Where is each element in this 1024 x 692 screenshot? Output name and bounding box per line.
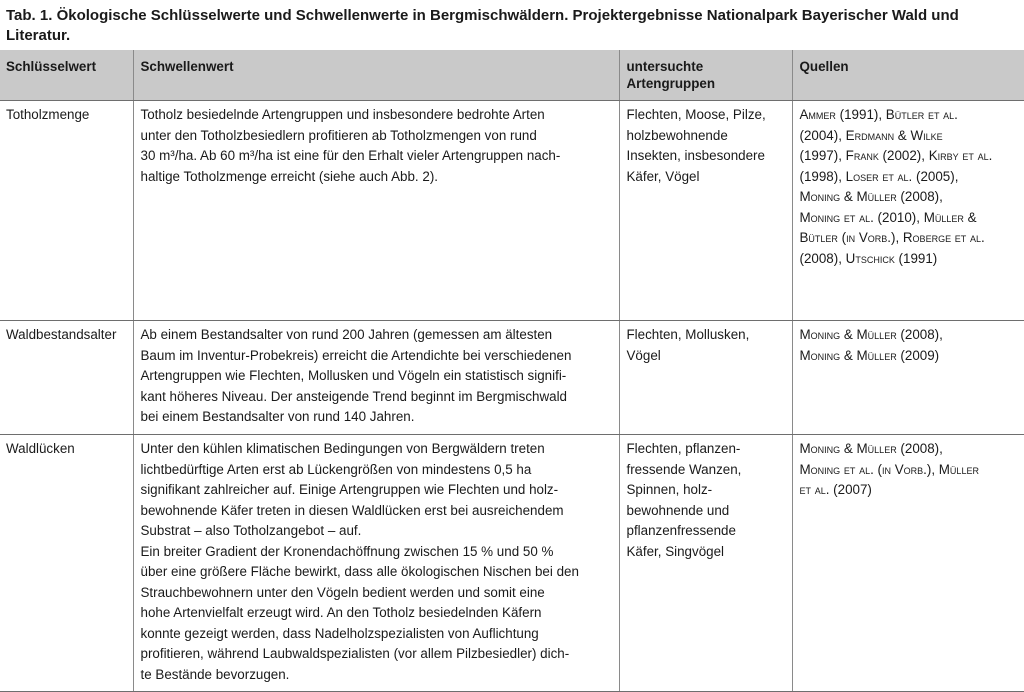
header-key: Schlüsselwert xyxy=(0,50,133,101)
header-row xyxy=(0,50,1024,101)
thresholds-table xyxy=(0,50,1024,692)
header-groups: untersuchte Artengruppen xyxy=(619,50,792,101)
cell-sources: Moning & Müller (2008), Moning et al. (in Vorb.), Müller et al. (2007) xyxy=(792,435,1024,692)
cell-threshold: Unter den kühlen klimatischen Bedingungen von Bergwäldern treten lichtbedürftige Arten erst ab Lückengrößen von mindestens 0,5 ha signifikant zahlreicher auf. Einige Artengruppen wie Flechten und holz- bewohnende Käfer treten in diesen Waldlücken erst bei ausreichendem Substrat – also Totholzangebot – auf. Ein breiter Gradient der Kronendachöffnung zwischen 15 % und 50 % über eine größere Fläche bewirkt, dass alle ökologischen Nischen bei den Strauchbewohnern unter den Vögeln bedient werden und somit eine hohe Artenvielfalt erzeugt wird. An den Totholz besiedelnden Käfern konnte gezeigt werden, dass Nadelholzspezialisten von Auflichtung profitieren, während Laubwaldspezialisten (vor allem Pilzbesiedler) dich- te Bestände bevorzugen. xyxy=(133,435,619,692)
cell-threshold: Totholz besiedelnde Artengruppen und insbesondere bedrohte Arten unter den Totholzbesiedlern profitieren ab Totholzmengen von rund 30 m³/ha. Ab 60 m³/ha ist eine für den Erhalt vieler Artengruppen nach- haltige Totholzmenge erreicht (siehe auch Abb. 2). xyxy=(133,101,619,321)
cell-groups: Flechten, pflanzen- fressende Wanzen, Spinnen, holz- bewohnende und pflanzenfressende Käfer, Singvögel xyxy=(619,435,792,692)
table-row xyxy=(0,435,1024,692)
cell-key: Totholzmenge xyxy=(0,101,133,321)
header-sources: Quellen xyxy=(792,50,1024,101)
table-row xyxy=(0,101,1024,321)
header-threshold: Schwellenwert xyxy=(133,50,619,101)
table-caption: Tab. 1. Ökologische Schlüsselwerte und Schwellenwerte in Bergmischwäldern. Projektergebnisse Nationalpark Bayerischer Wald und Literatur. xyxy=(6,7,959,44)
cell-sources: Ammer (1991), Bütler et al. (2004), Erdmann & Wilke (1997), Frank (2002), Kirby et al. (1998), Loser et al. (2005), Moning & Müller (2008), Moning et al. (2010), Müller & Bütler (in Vorb.), Roberge et al. (2008), Utschick (1991) xyxy=(792,101,1024,321)
cell-threshold: Ab einem Bestandsalter von rund 200 Jahren (gemessen am ältesten Baum im Inventur-Probekreis) erreicht die Artendichte bei verschiedenen Artengruppen wie Flechten, Mollusken und Vögeln ein statistisch signifi- kant höheres Niveau. Der ansteigende Trend beginnt im Bergmischwald bei einem Bestandsalter von rund 140 Jahren. xyxy=(133,321,619,435)
table-row xyxy=(0,321,1024,435)
cell-sources: Moning & Müller (2008), Moning & Müller (2009) xyxy=(792,321,1024,435)
cell-groups: Flechten, Mollusken, Vögel xyxy=(619,321,792,435)
cell-key: Waldbestandsalter xyxy=(0,321,133,435)
cell-key: Waldlücken xyxy=(0,435,133,692)
cell-groups: Flechten, Moose, Pilze, holzbewohnende Insekten, insbesondere Käfer, Vögel xyxy=(619,101,792,321)
